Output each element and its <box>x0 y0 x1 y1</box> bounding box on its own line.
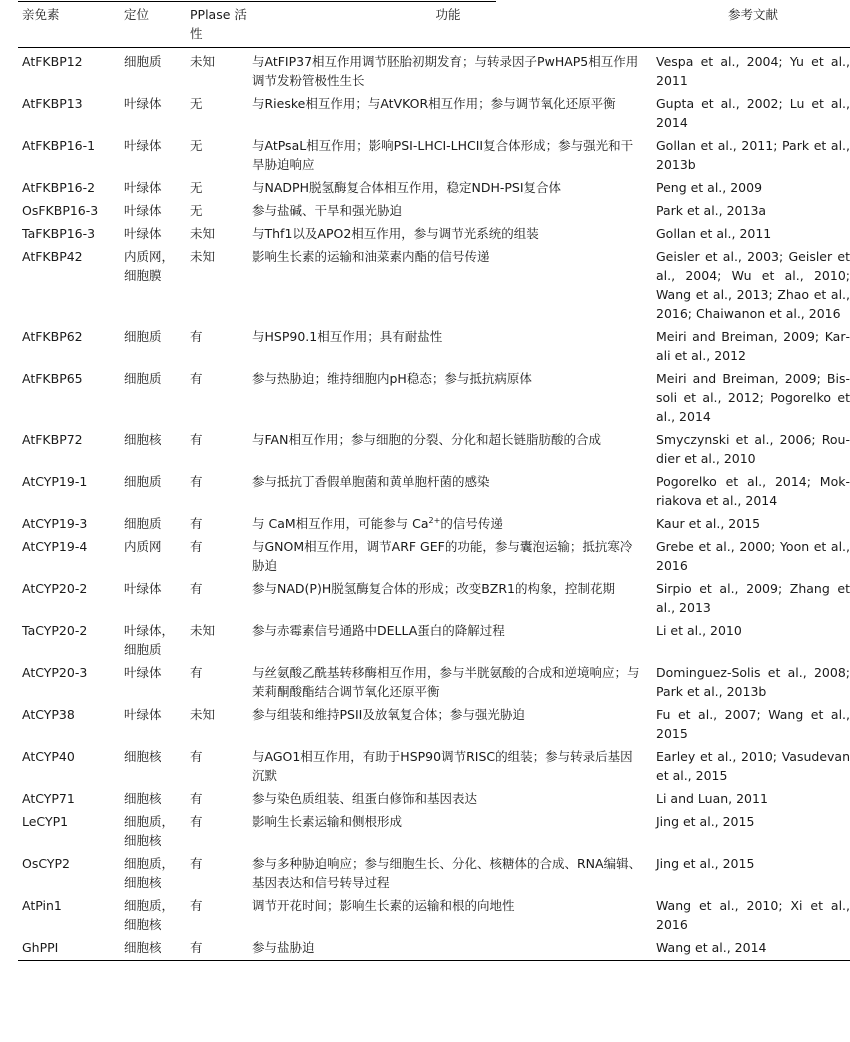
cell-location: 叶绿体 <box>124 96 162 111</box>
cell-function: 参与组装和维持PSII及放氧复合体；参与强光胁迫 <box>252 707 525 722</box>
cell-function: 与AtFIP37相互作用调节胚胎初期发育；与转录因子PwHAP5相互作用调节发粉管极性生长 <box>252 54 639 88</box>
cell-reference: Vespa et al., 2004; Yu et al., 2011 <box>656 54 850 88</box>
cell-activity: 有 <box>190 665 203 680</box>
header-function: 功能 <box>248 0 652 48</box>
cell-reference: Kaur et al., 2015 <box>656 516 761 531</box>
cell-function: 与丝氨酸乙酰基转移酶相互作用，参与半胱氨酸的合成和逆境响应；与茉莉酮酸酯结合调节氧化还原平衡 <box>252 665 640 699</box>
cell-function: 参与NAD(P)H脱氢酶复合体的形成；改变BZR1的构象，控制花期 <box>252 581 615 596</box>
cell-activity: 有 <box>190 329 203 344</box>
cell-reference: Fu et al., 2007; Wang et al., 2015 <box>656 707 850 741</box>
cell-function: 与GNOM相互作用，调节ARF GEF的功能，参与囊泡运输；抵抗寒冷胁迫 <box>252 539 633 573</box>
cell-location: 细胞核 <box>124 432 162 447</box>
table-row <box>18 245 850 325</box>
cell-name: AtFKBP65 <box>22 371 83 386</box>
cell-reference: Li and Luan, 2011 <box>656 791 768 806</box>
table-row <box>18 936 850 961</box>
table-row <box>18 745 850 787</box>
cell-reference: Smyczynski et al., 2006; Roudier et al., 2010 <box>656 432 850 466</box>
cell-reference: Gupta et al., 2002; Lu et al., 2014 <box>656 96 850 130</box>
cell-activity: 无 <box>190 138 203 153</box>
header-name: 亲免素 <box>18 0 120 48</box>
cell-function: 参与抵抗丁香假单胞菌和黄单胞杆菌的感染 <box>252 474 490 489</box>
cell-activity: 有 <box>190 432 203 447</box>
cell-name: AtFKBP42 <box>22 249 83 264</box>
cell-activity: 无 <box>190 203 203 218</box>
cell-location: 细胞质 <box>124 329 162 344</box>
function-text: 与 CaM相互作用，可能参与 Ca <box>252 516 429 531</box>
cell-name: AtFKBP72 <box>22 432 83 447</box>
table-row <box>18 619 850 661</box>
cell-reference: Sirpio et al., 2009; Zhang et al., 2013 <box>656 581 850 615</box>
table-row <box>18 535 850 577</box>
cell-name: OsFKBP16-3 <box>22 203 99 218</box>
table-header-row <box>18 0 850 48</box>
cell-function: 与FAN相互作用；参与细胞的分裂、分化和超长链脂肪酸的合成 <box>252 432 601 447</box>
cell-function: 参与染色质组装、组蛋白修饰和基因表达 <box>252 791 478 806</box>
cell-location: 叶绿体，细胞质 <box>124 623 175 657</box>
cell-function: 参与热胁迫；维持细胞内pH稳态；参与抵抗病原体 <box>252 371 532 386</box>
cell-function: 与Thf1以及APO2相互作用，参与调节光系统的组装 <box>252 226 539 241</box>
cell-name: AtCYP19-4 <box>22 539 88 554</box>
cell-activity: 未知 <box>190 249 216 264</box>
table-row <box>18 577 850 619</box>
cell-location: 叶绿体 <box>124 707 162 722</box>
cell-reference: Wang et al., 2014 <box>652 936 850 961</box>
cell-location: 叶绿体 <box>124 226 162 241</box>
cell-activity: 有 <box>190 749 203 764</box>
cell-name: AtFKBP12 <box>22 54 83 69</box>
cell-location: 细胞质，细胞核 <box>124 814 175 848</box>
table-row <box>18 428 850 470</box>
cell-function <box>248 512 652 535</box>
cell-location: 内质网 <box>124 539 162 554</box>
cell-reference: Gollan et al., 2011; Park et al., 2013b <box>656 138 850 172</box>
cell-location: 叶绿体 <box>124 180 162 195</box>
table-row <box>18 325 850 367</box>
function-text: 的信号传递 <box>440 516 503 531</box>
cell-name: AtFKBP13 <box>22 96 83 111</box>
cell-location: 细胞质，细胞核 <box>124 898 175 932</box>
cell-location: 叶绿体 <box>124 138 162 153</box>
cell-reference: Jing et al., 2015 <box>656 856 755 871</box>
table-row <box>18 92 850 134</box>
cell-activity: 无 <box>190 96 203 111</box>
cell-activity: 有 <box>190 581 203 596</box>
cell-location: 细胞核 <box>124 749 162 764</box>
cell-activity: 有 <box>190 539 203 554</box>
header-activity: PPlase 活性 <box>186 0 248 48</box>
table-row <box>18 661 850 703</box>
cell-activity: 有 <box>190 898 203 913</box>
cell-reference: Pogorelko et al., 2014; Mokriakova et al., 2014 <box>656 474 850 508</box>
cell-reference: Jing et al., 2015 <box>656 814 755 829</box>
header-reference: 参考文献 <box>652 0 850 48</box>
cell-name: AtCYP40 <box>22 749 75 764</box>
cell-name: AtCYP38 <box>22 707 75 722</box>
table-row <box>18 367 850 428</box>
cell-location: 细胞核 <box>124 791 162 806</box>
cell-location: 细胞质 <box>124 474 162 489</box>
cell-name: AtCYP71 <box>22 791 75 806</box>
cell-activity: 未知 <box>190 54 216 69</box>
immunophilin-table <box>18 0 850 961</box>
table-row <box>18 787 850 810</box>
table-row <box>18 222 850 245</box>
superscript-charge: 2+ <box>428 515 441 525</box>
cell-activity: 无 <box>190 180 203 195</box>
cell-reference: Peng et al., 2009 <box>656 180 763 195</box>
table-row <box>18 199 850 222</box>
table-row <box>18 134 850 176</box>
table-row <box>18 470 850 512</box>
cell-activity: 有 <box>190 371 203 386</box>
cell-function: 参与赤霉素信号通路中DELLA蛋白的降解过程 <box>252 623 505 638</box>
table-row <box>18 852 850 894</box>
cell-name: LeCYP1 <box>22 814 69 829</box>
cell-activity: 未知 <box>190 226 216 241</box>
cell-activity: 有 <box>190 474 203 489</box>
cell-reference: Meiri and Breiman, 2009; Karali et al., 2012 <box>656 329 850 363</box>
cell-name: TaCYP20-2 <box>22 623 88 638</box>
cell-location: 细胞质，细胞核 <box>124 856 175 890</box>
cell-reference: Geisler et al., 2003; Geisler et al., 2004; Wu et al., 2010; Wang et al., 2013; Zhao et al., 2016; Chaiwanon et al., 2016 <box>656 249 850 321</box>
cell-reference: Dominguez-Solis et al., 2008; Park et al., 2013b <box>656 665 850 699</box>
table-row <box>18 176 850 199</box>
cell-name: AtCYP19-3 <box>22 516 88 531</box>
cell-name: AtFKBP62 <box>22 329 83 344</box>
table-row <box>18 810 850 852</box>
table-row <box>18 703 850 745</box>
cell-name: AtPin1 <box>22 898 62 913</box>
cell-name: AtFKBP16-2 <box>22 180 96 195</box>
cell-name: AtFKBP16-1 <box>22 138 96 153</box>
cell-location: 叶绿体 <box>124 203 162 218</box>
cell-name: OsCYP2 <box>22 856 70 871</box>
cell-activity: 有 <box>190 516 203 531</box>
cell-function: 与HSP90.1相互作用；具有耐盐性 <box>252 329 443 344</box>
cell-activity: 有 <box>186 936 248 961</box>
cell-location: 细胞核 <box>120 936 186 961</box>
cell-reference: Earley et al., 2010; Vasudevan et al., 2015 <box>656 749 850 783</box>
cell-location: 叶绿体 <box>124 665 162 680</box>
document-page <box>18 0 850 961</box>
cell-reference: Park et al., 2013a <box>656 203 767 218</box>
cell-function: 影响生长素的运输和油菜素内酯的信号传递 <box>252 249 490 264</box>
cell-reference: Gollan et al., 2011 <box>656 226 772 241</box>
table-body <box>18 48 850 961</box>
cell-function: 调节开花时间；影响生长素的运输和根的向地性 <box>252 898 515 913</box>
cell-reference: Grebe et al., 2000; Yoon et al., 2016 <box>656 539 850 573</box>
table-row <box>18 894 850 936</box>
cell-location: 叶绿体 <box>124 581 162 596</box>
table-row <box>18 512 850 535</box>
cell-function: 参与盐碱、干旱和强光胁迫 <box>252 203 403 218</box>
cell-function: 参与盐胁迫 <box>248 936 652 961</box>
cell-reference: Wang et al., 2010; Xi et al., 2016 <box>656 898 850 932</box>
cell-reference: Li et al., 2010 <box>656 623 742 638</box>
cell-location: 细胞质 <box>124 54 162 69</box>
cell-name: TaFKBP16-3 <box>22 226 96 241</box>
cell-function: 与AGO1相互作用，有助于HSP90调节RISC的组装；参与转录后基因沉默 <box>252 749 633 783</box>
table-row <box>18 48 850 93</box>
cell-activity: 有 <box>190 814 203 829</box>
cell-function: 影响生长素运输和侧根形成 <box>252 814 403 829</box>
cell-function: 与Rieske相互作用；与AtVKOR相互作用；参与调节氧化还原平衡 <box>252 96 616 111</box>
cell-activity: 未知 <box>190 707 216 722</box>
cell-activity: 未知 <box>190 623 216 638</box>
cell-name: AtCYP19-1 <box>22 474 88 489</box>
header-location: 定位 <box>120 0 186 48</box>
cell-function: 参与多种胁迫响应；参与细胞生长、分化、核糖体的合成、RNA编辑、基因表达和信号转导过程 <box>252 856 642 890</box>
cell-location: 内质网，细胞膜 <box>124 249 175 283</box>
cell-function: 与NADPH脱氢酶复合体相互作用，稳定NDH-PSI复合体 <box>252 180 562 195</box>
cell-name: AtCYP20-2 <box>22 581 88 596</box>
cell-name: GhPPI <box>18 936 120 961</box>
cell-function: 与AtPsaL相互作用；影响PSI-LHCI-LHCII复合体形成；参与强光和干旱胁迫响应 <box>252 138 634 172</box>
cell-location: 细胞质 <box>124 371 162 386</box>
cell-name: AtCYP20-3 <box>22 665 88 680</box>
cell-reference: Meiri and Breiman, 2009; Bissoli et al., 2012; Pogorelko et al., 2014 <box>656 371 850 424</box>
cell-activity: 有 <box>190 791 203 806</box>
cell-activity: 有 <box>190 856 203 871</box>
cell-location: 细胞质 <box>124 516 162 531</box>
